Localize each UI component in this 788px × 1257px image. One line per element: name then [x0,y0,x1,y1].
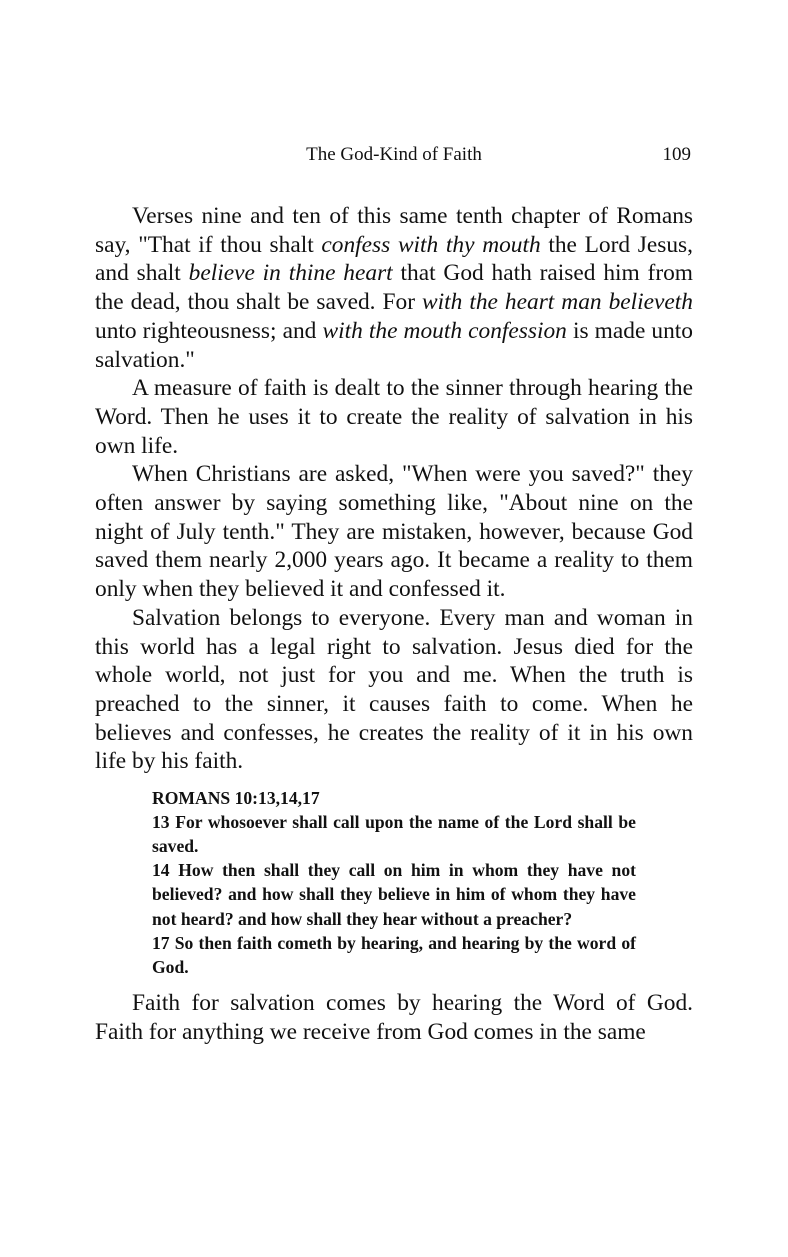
paragraph: Salvation belongs to everyone. Every man and woman in this world has a legal right to salvation. Jesus died for the whole world, not just for you and me. When the truth is preached to the sinner, it causes faith to come. When he believes and confesses, he creates the reality of it in his own life by his faith. [95,604,693,775]
text-run: that God hath raised him from the dead, thou shalt be saved. For [95,260,694,316]
emphasis: with the mouth confession [322,317,567,344]
text-run: unto righteousness; and [95,317,323,344]
scripture-quote [152,786,636,979]
chapter-title: The God-Kind of Faith [306,144,482,165]
scripture-reference: ROMANS 10:13,14,17 [152,788,320,809]
emphasis: confess with thy mouth [321,231,541,258]
paragraph: When Christians are asked, "When were you saved?" they often answer by saying something like, "About nine on the night of July tenth." They are mistaken, however, because God saved them nearly 2,000 years ago. It became a reality to them only when they believed it and confessed it. [95,461,693,603]
emphasis: believe in thine heart [188,260,393,287]
text-run: is made unto salvation." [95,317,694,373]
body-text [95,202,693,1046]
paragraph [95,202,693,374]
page-number: 109 [662,144,691,165]
text-run: Verses nine and ten of this same tenth chapter of Romans say, "That if thou shalt [95,203,693,258]
scripture-verse: 13 For whosoever shall call upon the name of the Lord shall be saved. [152,812,636,857]
running-header [95,143,693,167]
text-run: the Lord Jesus, and shalt [95,231,694,287]
scripture-verse: 14 How then shall they call on him in whom they have not believed? and how shall they believe in him of whom they have not heard? and how shall they hear without a preacher? [152,860,636,929]
emphasis: with the heart man believeth [422,289,693,316]
paragraph: Faith for salvation comes by hearing the Word of God. Faith for anything we receive from God comes in the same [95,989,693,1045]
scripture-verse: 17 So then faith cometh by hearing, and hearing by the word of God. [152,932,636,977]
paragraph: A measure of faith is dealt to the sinner through hearing the Word. Then he uses it to create the reality of salvation in his own life. [95,375,693,459]
